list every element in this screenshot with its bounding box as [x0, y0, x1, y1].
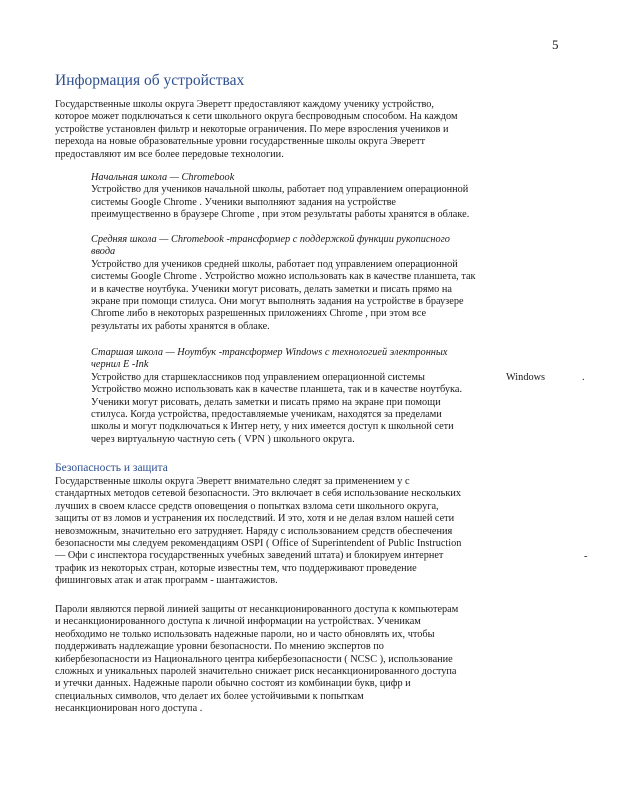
device-heading: Начальная школа — Chromebook — [91, 172, 235, 183]
text-line: через виртуальную частную сеть ( VPN ) школьного округа. — [91, 433, 355, 445]
page-title: Информация об устройствах — [55, 72, 245, 89]
text-line: кибербезопасности из Национального центра кибербезопасности ( NCSC ), использование — [55, 653, 453, 665]
text-line: результаты их работы хранятся в облаке. — [91, 320, 270, 332]
text-line: преимущественно в браузере Chrome , при этом результаты работы хранятся в облаке. — [91, 209, 470, 221]
text-line: Государственные школы округа Эверетт предоставляют каждому ученику устройство, — [55, 99, 434, 110]
text-line: лучших в своем классе средств оповещения о попытках взлома сети школьного округа, — [55, 500, 439, 512]
text-line: предоставляют им все более передовые технологии. — [55, 148, 284, 160]
text-line: Устройство для учеников средней школы, работает под управлением операционной — [91, 258, 458, 270]
device-item-elementary — [91, 172, 469, 222]
text-line: системы Google Chrome . Устройство можно использовать как в качестве планшета, так — [91, 271, 476, 283]
security-paragraph-1 — [55, 476, 461, 588]
section-title-security: Безопасность и защита — [55, 462, 168, 474]
text-line: которое может подключаться к сети школьного округа беспроводным способом. На каждом — [55, 111, 458, 123]
device-heading: ввода — [91, 246, 116, 258]
text-line: стандартных методов сетевой безопасности. Это включает в себя использование нескольких — [55, 488, 462, 500]
text-line: Государственные школы округа Эверетт внимательно следят за применением у с — [55, 476, 410, 487]
line-end-dash: - — [584, 551, 588, 562]
text-line: перехода на новые образовательные уровни государственные школы округа Эверетт — [55, 136, 425, 148]
device-item-high — [91, 347, 462, 446]
intro-paragraph — [55, 99, 458, 161]
text-line: Пароли являются первой линией защиты от несанкционированного доступа к компьютерам — [55, 604, 459, 615]
device-heading: Средняя школа — Chromebook -трансформер с поддержкой функции рукописного — [91, 234, 450, 245]
device-heading: чернил E -Ink — [91, 359, 149, 371]
device-item-middle — [91, 234, 476, 333]
text-line: трафик из некоторых стран, которые известны тем, что поддерживают проведение — [55, 562, 417, 574]
text-line: экране при помощи стилуса. Они могут выполнять задания на устройстве в браузере — [91, 296, 464, 308]
device-heading: Старшая школа — Ноутбук -трансформер Windows с технологией электронных — [91, 347, 448, 358]
text-line: поддерживать надлежащие уровни безопасности. По мнению экспертов по — [55, 641, 384, 653]
text-line: Ученики могут рисовать, делать заметки и писать прямо на экране при помощи — [91, 396, 441, 408]
text-line: защиты от вз ломов и устранения их последствий. И это, хотя и не делая взлом нашей сети — [55, 513, 455, 525]
text-line: специальных символов, что делает их более устойчивыми к попыткам — [55, 690, 364, 702]
text-line: устройстве установлен фильтр и некоторые ограничения. По мере взросления учеников и — [55, 123, 449, 135]
text-line: Chrome либо в некоторых разрешенных приложениях Chrome , при этом все — [91, 308, 427, 320]
text-line: системы Google Chrome . Ученики выполняют задания на устройстве — [91, 196, 397, 208]
text-line: сложных и уникальных паролей значительно снижает риск несанкционированного доступа — [55, 666, 457, 678]
text-line: и утечки данных. Надежные пароли обычно состоят из комбинации букв, цифр и — [55, 678, 411, 690]
security-paragraph-2 — [55, 604, 458, 716]
text-line: несанкционирован ного доступа . — [55, 703, 203, 715]
text-line: и в качестве ноутбука. Ученики могут рисовать, делать заметки и писать прямо на — [91, 283, 452, 295]
text-line: и несанкционированного доступа к личной информации на устройствах. Ученикам — [55, 616, 421, 628]
text-line: фишинговых атак и атак программ - шантажистов. — [55, 575, 278, 587]
text-line: безопасности мы следуем рекомендациям OSPI ( Office of Superintendent of Public Instruction — [55, 538, 462, 550]
text-line: школы и могут подключаться к Интер нету, у них имеется доступ к школьной сети — [91, 421, 454, 433]
windows-label: Windows — [506, 372, 546, 383]
text-line: стилуса. Когда устройства, предоставляемые ученикам, находятся за пределами — [91, 409, 442, 421]
text-line: Устройство для старшеклассников под управлением операционной системы — [91, 371, 425, 383]
text-line: Устройство можно использовать как в качестве планшета, так и в качестве ноутбука. — [91, 384, 463, 396]
text-line: невозможным, значительно его затрудняет. Наряду с использованием средств обеспечения — [55, 525, 453, 537]
text-line: необходимо не только использовать надежные пароли, но и часто обновлять их, чтобы — [55, 628, 435, 640]
page-number: 5 — [552, 37, 559, 52]
windows-dot: . — [582, 372, 585, 383]
text-line: — Офи с инспектора государственных учебных заведений штата) и блокируем интернет — [55, 550, 444, 562]
text-line: Устройство для учеников начальной школы, работает под управлением операционной — [91, 184, 469, 196]
